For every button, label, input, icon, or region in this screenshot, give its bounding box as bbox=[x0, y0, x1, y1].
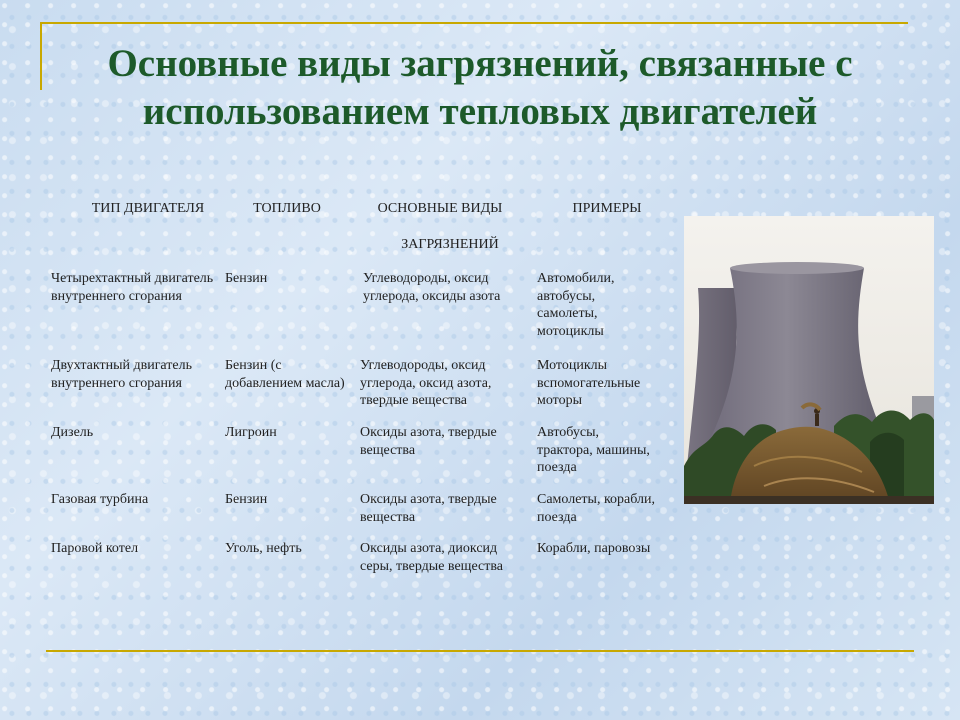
row3-engine: Дизель bbox=[51, 425, 94, 440]
header-fuel: ТОПЛИВО bbox=[253, 201, 321, 216]
title-line-2: использованием тепловых двигателей bbox=[142, 90, 818, 133]
header-engine-type: ТИП ДВИГАТЕЛЯ bbox=[91, 201, 205, 216]
row5-fuel: Уголь, нефть bbox=[225, 541, 302, 556]
row1-pollution: Углеводороды, оксид углерода, оксиды азота bbox=[363, 271, 501, 304]
title-line-1: Основные виды загрязнений, связанные с bbox=[107, 42, 853, 85]
row2-fuel: Бензин (с добавлением масла) bbox=[225, 358, 345, 391]
row1-examples: Автомобили, автобусы, самолеты, мотоциклы bbox=[537, 271, 615, 339]
row4-examples: Самолеты, корабли, поезда bbox=[537, 492, 656, 525]
row4-pollution: Оксиды азота, твердые вещества bbox=[360, 492, 497, 525]
row4-engine: Газовая турбина bbox=[51, 492, 149, 507]
row4-fuel: Бензин bbox=[225, 492, 268, 507]
row5-engine: Паровой котел bbox=[51, 541, 139, 556]
cooling-towers-icon bbox=[684, 216, 934, 504]
row2-examples: Мотоциклы вспомогательные моторы bbox=[537, 358, 641, 408]
row3-examples: Автобусы, трактора, машины, поезда bbox=[537, 425, 650, 475]
row5-examples: Корабли, паровозы bbox=[537, 541, 651, 556]
row1-engine: Четырехтактный двигатель внутреннего сгорания bbox=[51, 271, 214, 304]
row3-fuel: Лигроин bbox=[225, 425, 277, 440]
row2-pollution: Углеводороды, оксид углерода, оксид азота, твердые вещества bbox=[360, 358, 492, 408]
row2-engine: Двухтактный двигатель внутреннего сгорания bbox=[51, 358, 192, 391]
row1-fuel: Бензин bbox=[225, 271, 268, 286]
header-pollution-2: ЗАГРЯЗНЕНИЙ bbox=[401, 237, 499, 252]
header-pollution-1: ОСНОВНЫЕ ВИДЫ bbox=[377, 201, 503, 216]
row3-pollution: Оксиды азота, твердые вещества bbox=[360, 425, 497, 458]
cooling-towers-photo bbox=[684, 216, 934, 504]
header-examples: ПРИМЕРЫ bbox=[572, 201, 642, 216]
row5-pollution: Оксиды азота, диоксид серы, твердые вещества bbox=[360, 541, 503, 574]
